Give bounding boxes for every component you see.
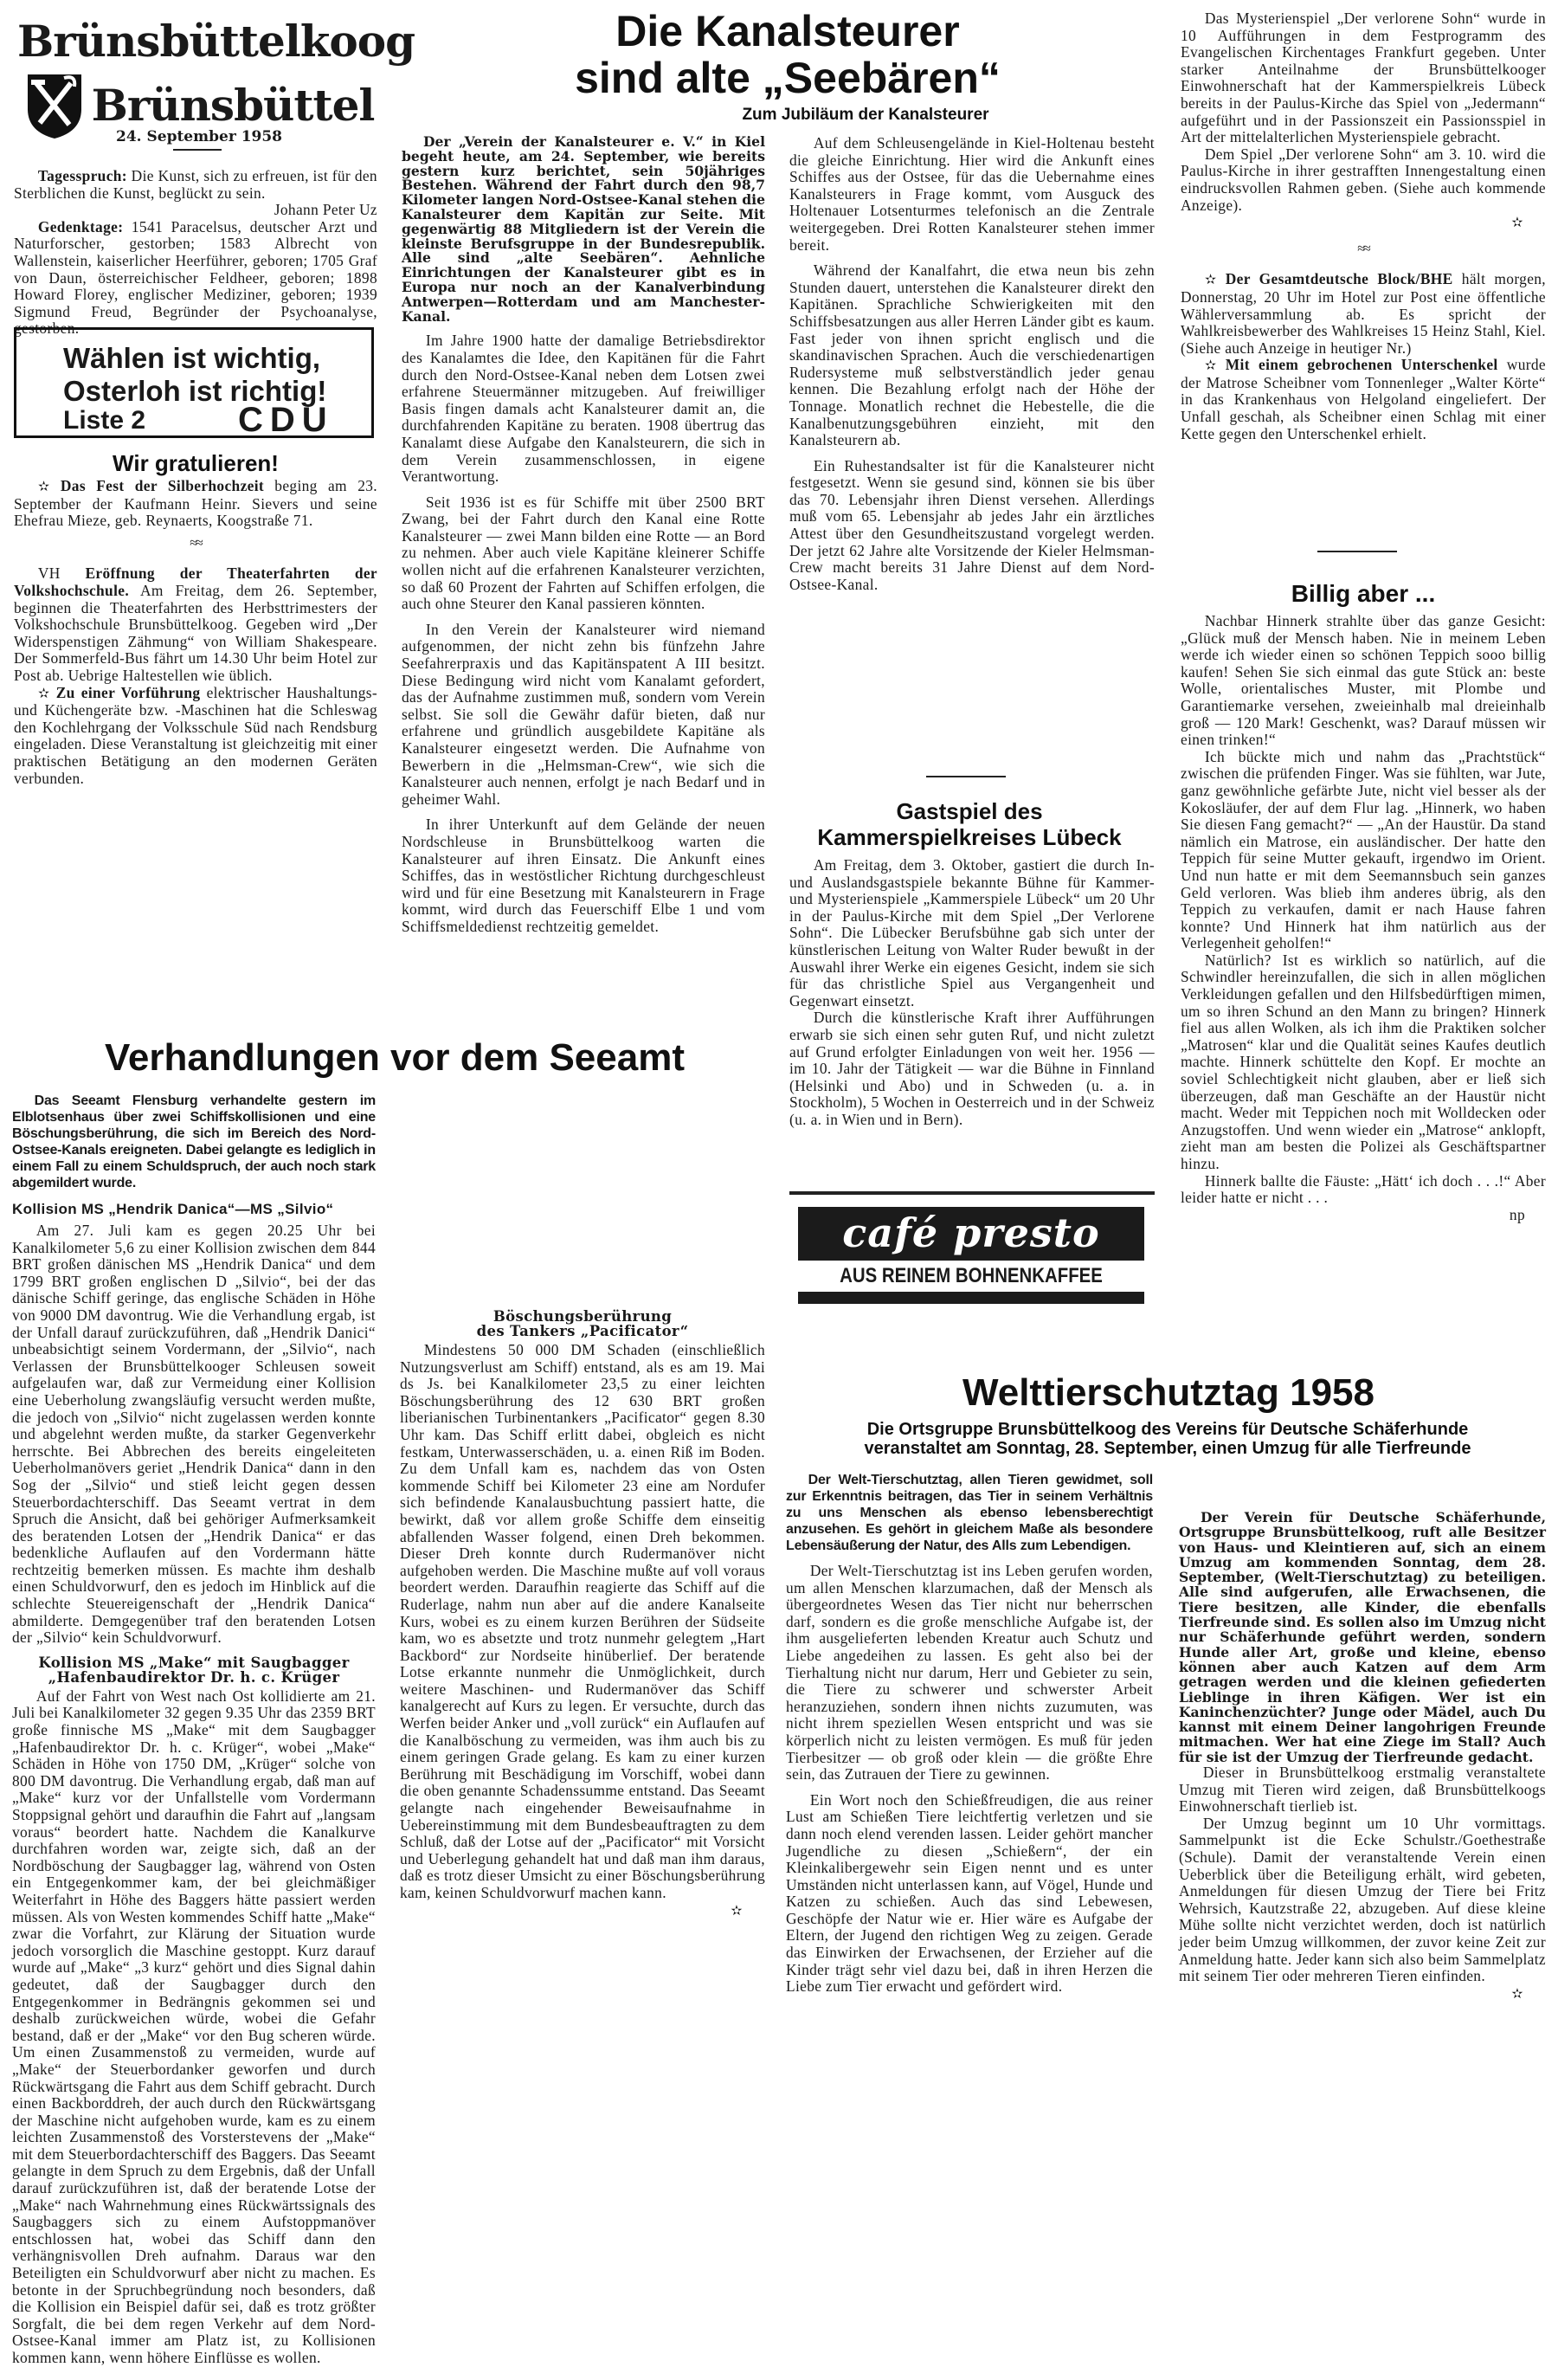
gastspiel-para: Das Mysterienspiel „Der verlorene Sohn“ wurde in 10 Aufführungen in dem Festprogramm des Evangelischen Kirchentages Frankfurt gegeben. Unter starker Anteilnahme der Brunsbüttelkooger Einwohnerschaft hat der Kammerspielkreis Lübeck bereits in der Paulus-Kirche das Spiel von „Jedermann“ aufgeführt und in der Passionszeit ein Passionsspiel in Art der mittelalterlichen Mysterienspiele gebracht. <box>1181 10 1546 146</box>
kanal-para: In ihrer Unterkunft auf dem Gelände der neuen Nordschleuse in Brunsbüttelkoog warten die Kanalsteurer auf ihren Einsatz. Die Ankunft eines Schiffes, das in westöstlicher Richtung durchgeschleust wird und für eine Besetzung mit Kanalsteurern in Frage kommt, wird durch das Feuerschiff Elbe 1 und vom Schiffsmeldedienst rechtzeitig gemeldet. <box>402 816 765 935</box>
gedenktage: Gedenktage: 1541 Paracelsus, deutscher Arzt und Naturforscher, gestorben; 1583 Albrecht von Wallenstein, kaiserlicher Heerführer, geboren; 1705 Graf von Daun, österreichischer Feldheer, geboren; 1898 Howard Florey, englischer Mediziner, geboren; 1939 Sigmund Freud, Begründer der Psychoanalyse, gestorben. <box>14 217 377 338</box>
billig-para: Ich bückte mich und nahm das „Prachtstück“ zwischen die prüfenden Finger. Was sie fühlten, war Jute, ganz gewöhnliche gefärbte Jute, nicht viel besser als der Kokosläufer, der auf dem Flur lag. „Hinnerk, wo haben Sie diesen Fang gemacht?“ — „An der Haustür. Da stand nämlich ein Matrose, ein ausländischer. Der hatte den Teppich für seine Mutter gekauft, irgendwo im Orient. Und nun hatte er mit dem Seemannsbuch sein ganzes Geld verloren. Was blieb ihm anderes übrig, als den Teppich zu verkaufen, damit er nach Hause fahren konnte? Und Hinnerk hat ihm natürlich aus der Verlegenheit geholfen!“ <box>1181 747 1546 952</box>
cdu-ad-line1: Wählen ist wichtig, <box>63 342 321 374</box>
divider <box>926 776 1006 777</box>
star-icon: ✫ <box>1511 1986 1523 2002</box>
kanal-title-1: Die Kanalsteurer <box>615 7 960 55</box>
star-icon: ✫ <box>37 686 50 701</box>
seeamt-subhead-3a: Böschungsberührung <box>493 1308 673 1325</box>
star-icon: ✫ <box>37 480 50 494</box>
tierschutz-appeal: Der Verein für Deutsche Schäferhunde, Ortsgruppe Brunsbüttelkoog, ruft alle Besitzer von Haus- und Kleintieren auf, sich an einem Umzug am kommenden Sonntag, dem 28. September, (Welt-Tierschutztag) zu beteiligen. Alle sind aufgerufen, alle Erwachsenen, die Tiere besitzen, alle Kinder, die ebenfalls Tierfreunde sind. Es sollen also im Umzug nicht nur Schäferhunde geführt werden, sondern Hunde aller Art, große und kleine, ebenso können aber auch Katzen auf dem Arm getragen werden und die kleinen gefiederten Lieblinge in ihren Käfigen. Wer ist ein Kaninchenzüchter? Junge oder Mädel, auch Du kannst mit einem Deiner langohrigen Freunde mitmachen. Wer hat eine Ziege im Stall? Auch für sie ist der Umzug der Tierfreunde gedacht. <box>1179 1509 1546 1765</box>
vh-notice: VH Eröffnung der Theaterfahrten der Volkshochschule. Am Freitag, dem 26. September, beginnen die Theaterfahrten des Herbsttrimesters der Volkshochschule Brunsbüttelkoog. Gegeben wird „Der Widerspenstigen Zähmung“ von William Shakespeare. Der Sommerfeld-Bus fährt um 14.30 Uhr beim Hotel zur Post ab. Uebrige Haltestellen wie üblich. <box>14 564 377 684</box>
gastspiel-para: Durch die künstlerische Kraft ihrer Aufführungen erwarb sie sich einen sehr guten Ruf, und nicht zuletzt auf Grund erfolgter Einladungen von weit her. 1956 — im 10. Jahr der Tätigkeit — war die Bühne in Finnland (Helsinki und Abo) und in Schweden (u. a. in Stockholm), 5 Wochen in Oesterreich und in der Schweiz (u. a. in Wien und in Bern). <box>789 1009 1155 1128</box>
tierschutz-title: Welttierschutztag 1958 <box>962 1371 1375 1414</box>
kanal-subtitle: Zum Jubiläum der Kanalsteurer <box>742 106 989 124</box>
kanal-para: Während der Kanalfahrt, die etwa neun bis zehn Stunden dauert, unterstehen die Kanalsteurer direkt den Kapitänen. Sprachliche Schwierigkeiten mit den Schiffsbesatzungen aus aller Herren Länder gibt es kaum. Fast jeder von ihnen spricht englisch und die skandinavischen Sprachen. Auch die verschiedenartigen Rudersysteme muß selbstverständlich jeder genau kennen. Die Bezahlung erfolgt nach der Höhe der Tonnage. Monatlich rechnet die Hebestelle, die die Kanalbenutzungsgebühren einzieht, mit den Kanalsteurern ab. <box>789 261 1155 449</box>
seeamt-title: Verhandlungen vor dem Seeamt <box>105 1036 685 1079</box>
seeamt-para: Auf der Fahrt von West nach Ost kollidierte am 21. Juli bei Kanalkilometer 32 gegen 9.35 Uhr das 2359 BRT große finnische MS „Make“ mit dem Saugbagger „Hafenbaudirektor Dr. h. c. Krüger“, wobei „Make“ Schäden in Höhe von 1750 DM, „Krüger“ solche von 800 DM davontrug. Die Verhandlung ergab, daß man auf „Make“ kurz vor der Unfallstelle vom Vordermann Stoppsignal gehört und daraufhin die Fahrt auf „langsam voraus“ beordert hatte. Nachdem die Kanalkurve durchfahren worden war, zeigte sich, daß an der Nordböschung der Saugbagger lag, während von Osten ein Entgegenkommer kam, der bei gleichmäßiger Weiterfahrt in Höhe des Baggers hätte passiert werden müssen. Als von Westen kommendes Schiff hatte „Make“ zwar die Vorfahrt, zur Klärung der Situation wurde jedoch vorsorglich die Maschine gestoppt. Kurz darauf wurde auf „Make“ „3 kurz“ gehört und dies Signal dahin gedeutet, daß der Saugbagger durch den Entgegenkommer in Bedrängnis gekommen sei und deshalb zurückweichen würde, wobei die Gefahr bestand, daß er der „Make“ vor den Bug scheren würde. Um einen Zusammenstoß zu vermeiden, wurde auf „Make“ der Steuerbordanker geworfen und durch Rückwärtsgang die Fahrt aus dem Schiff gebracht. Durch einen Backborddreh, der auch durch den Rückwärtsgang der Maschine nicht aufgehoben wurde, kam es zu einem leichten Zusammenstoß des Vorsterstevens der „Make“ mit dem Steuerbordachterschiff des Baggers. Das Seeamt gelangte in dem Spruch zu dem Ergebnis, daß der Unfall darauf zurückzuführen ist, daß der beratende Lotse der „Make“ nach Wahrnehmung eines Rückwärtssignals des Saugbaggers sich zu einem Aufstoppmanöver entschlossen hat, wobei das Schiff dann den verhängnisvollen Dreh aufnahm. Daraus war den Beteiligten ein Schuldvorwurf aber nicht zu machen. Es betonte in der Spruchbegründung noch besonders, daß die Kollision ein Beispiel dafür sei, daß es trotz größter Sorgfalt, die bei dem regen Verkehr auf dem Nord-Ostsee-Kanal immer am Platz ist, zu Kollisionen kommen kann, wenn höhere Einflüsse es wollen. <box>12 1687 376 2366</box>
kanal-col-b <box>789 135 1155 593</box>
tierschutz-subtitle-1: Die Ortsgruppe Brunsbüttelkoog des Vereins für Deutsche Schäferhunde <box>866 1420 1469 1439</box>
masthead <box>17 16 415 189</box>
gratulieren-title: Wir gratulieren! <box>113 450 279 476</box>
kanal-col-a <box>402 133 765 935</box>
unterschenkel-notice: ✫ Mit einem gebrochenen Unterschenkel wurde der Matrose Scheibner vom Tonnenleger „Walter Körte“ in das Krankenhaus von Helgoland eingeliefert. Der Unfall geschah, als Scheibner einen Schlag mit einer Kette gegen den Unterschenkel erhielt. <box>1181 356 1546 442</box>
kanal-para: Seit 1936 ist es für Schiffe mit über 2500 BRT Zwang, bei der Fahrt durch den Kanal eine Rotte Kanalsteurer — zwei Mann bilden eine Rotte — an Bord zu nehmen. Aber auch viele Kapitäne kleinerer Schiffe wollen nicht auf die erfahrenen Kanalsteurer verzichten, so daß 60 Prozent der Fahrten auf Schiffen erfolgen, die auch ohne Steurer den Kanal passieren könnten. <box>402 493 765 613</box>
kanal-para: Auf dem Schleusengelände in Kiel-Holtenau besteht die gleiche Einrichtung. Hier wird die Ankunft eines Schiffes aus der Ostsee, für das die Uebernahme eines Kanalsteurers in Frage kommt, vom Ausguck des Holtenauer Lotsenturmes telefonisch an die Zentrale weitergegeben. Drei Rotten Kanalsteurer stehen immer bereit. <box>789 134 1155 254</box>
divider <box>789 1191 1155 1195</box>
cdu-advertisement <box>14 327 374 438</box>
billig-para: Hinnerk ballte die Fäuste: „Hätt‘ ich doch . . .!“ Aber leider hatte er nicht . . . <box>1181 1171 1546 1207</box>
column-1-notices <box>14 478 377 787</box>
kanal-title-2: sind alte „Seebären“ <box>575 54 1001 102</box>
tierschutz-para: Dieser in Brunsbüttelkoog erstmalig veranstaltete Umzug mit Tieren wird zeigen, daß Brunsbüttelkoogs Einwohnerschaft tierlieb ist. <box>1179 1764 1546 1816</box>
kanal-para: Im Jahre 1900 hatte der damalige Betriebsdirektor des Kanalamtes die Idee, den Kapitänen für die Fahrt durch den Nord-Ostsee-Kanal neben dem Lotsen zwei erfahrene Steuermänner mitzugeben. Auf freiwilliger Basis fingen damals acht Kanalsteurer damit an, die durchfahrenden Kapitäne zu beraten. 1908 übertrug das Kanalamt diese Aufgabe den Kanalsteurern, die sich in dem Verein zusammenschlossen, in eigene Verantwortung. <box>402 332 765 486</box>
tierschutz-para: Der Umzug beginnt um 10 Uhr vormittags. Sammelpunkt ist die Ecke Schulstr./Goethestraße (Schule). Damit der veranstaltende Verein einen Ueberblick über die Beteiligung erhält, wird gebeten, Anmeldungen für diesen Umzug der Tiere bei Fritz Wehrsich, Kautzstraße 22, abzugeben. Auf diese kleine Mühe sollte nicht verzichtet werden, doch ist natürlich jeder beim Umzug willkommen, der zuvor keine Zeit zur Anmeldung hatte. Jeder kann sich also beim Sammelplatz mit seinem Tier oder mehreren Tieren einfinden. <box>1179 1814 1546 1985</box>
kanal-lead: Der „Verein der Kanalsteurer e. V.“ in Kiel begeht heute, am 24. September, wie bereits gestern kurz berichtet, sein 50jähriges Bestehen. Während der Fahrt durch den 98,7 Kilometer langen Nord-Ostsee-Kanal stehen die Kanalsteurer dem Kapitän zur Seite. Mit gegenwärtig 88 Mitgliedern ist der Verein die kleinste Berufsgruppe in der Bundesrepublik. Alle sind „alte Seebären“. Aehnliche Einrichtungen der Kanalsteurer gibt es in Europa nur noch an der Kanalverbindung Antwerpen—Rotterdam und am Manchester-Kanal. <box>402 133 765 325</box>
gastspiel-para: Dem Spiel „Der verlorene Sohn“ am 3. 10. wird die Paulus-Kirche in ihrer gestrafften Innengestaltung einen eindrucksvollen Rahmen geben. (Siehe auch kommende Anzeige). <box>1181 145 1546 214</box>
tierschutz-para: Der Welt-Tierschutztag ist ins Leben gerufen worden, um allen Menschen klarzumachen, daß der Mensch als übergeordnetes Wesen das Tier nicht nur beherrschen darf, sondern es die große menschliche Aufgabe ist, der ihm ausgelieferten lebenden Kreatur auch Schutz und Liebe angedeihen zu lassen. Es geht also bei der Tierhaltung nicht nur darum, Herr und Gebieter zu sein, die Tiere zu schwerer und schwerster Arbeit heranzuziehen, sondern ihnen nichts zuzumuten, was nicht ihrem speziellen Wesen entspricht und was sie körperlich nicht zu leisten vermögen. Es muß für jeden Tierbesitzer — ob groß oder klein — die größte Ehre sein, das Zutrauen der Tiere zu gewinnen. <box>786 1562 1153 1783</box>
divider <box>173 149 222 151</box>
cafe-ad-bar <box>798 1292 1144 1304</box>
bhe-notice: ✫ Der Gesamtdeutsche Block/BHE hält morgen, Donnerstag, 20 Uhr im Hotel zur Post eine öffentliche Wählerversammlung ab. Es spricht der Wahlkreisbewerber des Wahlkreises 15 Heinz Stahl, Kiel. (Siehe auch Anzeige in heutiger Nr.) <box>1181 270 1547 357</box>
cdu-ad-liste: Liste 2 <box>63 406 146 435</box>
seeamt-para: Am 27. Juli kam es gegen 20.25 Uhr bei Kanalkilometer 5,6 zu einer Kollision zwischen dem 844 BRT großen dänischen MS „Hendrik Danica“ und dem 1799 BRT großen englischen D „Silvio“, bei der das dänische Schiff geringe, das englische Schäden in Höhe von 9000 DM davontrug. Wie die Verhandlung ergab, ist der Unfall darauf zurückzuführen, daß „Hendrik Danici“ unbeabsichtigt seinem Vordermann, der „Silvio“, nach Verlassen der Brunsbüttelkooger Schleusen soweit aufgelaufen war, daß zur Vermeidung einer Kollision eine Ueberholung zwangsläufig versucht werden mußte, die jedoch von „Silvio“ nicht zugelassen werden konnte und abgelehnt werden mußte, da starker Gegenverkehr herrschte. Bei Abbrechen des bereits eingeleiteten Ueberholmanövers geriet „Hendrik Danica“ dann in den Sog der „Silvio“ und stieß leicht gegen dessen Steuerbordachterschiff. Das Seeamt vertrat in dem Spruch die Ansicht, daß bei gehöriger Aufmerksamkeit des beratenden Lotsen der „Hendrik Danica“ er das bedenkliche Auflaufen auf den Vordermann hätte rechtzeitig bemerken müssen. Es machte ihm deshalb einen Schuldvorwurf, den es jedoch im Hinblick auf die schlechte Steuereigenschaft der „Hendrik Danica“ abmilderte. Demgegenüber traf den beratenden Lotsen der „Silvio“ kein Schuldvorwurf. <box>12 1222 376 1647</box>
billig-title: Billig aber ... <box>1291 580 1436 607</box>
star-icon: ✫ <box>1204 358 1217 374</box>
seeamt-col-b <box>400 1093 765 1919</box>
seeamt-subhead-3b: des Tankers „Pacificator“ <box>476 1323 689 1339</box>
billig-para: Natürlich? Ist es wirklich so natürlich, auf die Schwindler hereinzufallen, die sich in allen möglichen Verkleidungen gefallen und den Hilfsbedürftigen mimen, um so ihren Schund an den Mann zu bringen? Hinnerk fiel aus allen Wolken, als ich ihm die Praktiken solcher „Matrosen“ klar und die Qualität seines Kaufes deutlich machte. Hinnerk schüttelte den Kopf. Er mochte an soviel Schlechtigkeit nicht glauben, aber er ließ sich überzeugen, daß man Geschäfte an der Haustür nicht macht. Weder mit Teppichen noch mit Wolldecken oder Anzugstoffen. Und wenn wieder ein „Matrose“ anklopft, zieht man am besten die Polizei als Geschäftspartner hinzu. <box>1181 951 1546 1172</box>
billig-para: Nachbar Hinnerk strahlte über das ganze Gesicht: „Glück muß der Mensch haben. Nie in meinem Leben werde ich wieder einen so schönen Teppich sooo billig kaufen! Sehen Sie sich einmal das gute Stück an: beste Wolle, orientalisches Muster, mit Plombe und Garantiemarke versehen, zweieinhalb mal dreieinhalb groß — 120 Mark! Geschenkt, was? Darauf müssen wir einen trinken!“ <box>1181 612 1546 749</box>
masthead-line1: Brünsbüttelkoog <box>17 16 415 67</box>
kanal-para: Ein Ruhestandsalter ist für die Kanalsteurer nicht festgesetzt. Wenn sie gesund sind, können sie bis über das 70. Lebensjahr ihren Dienst versehen. Allerdings muß vom 65. Lebensjahr ab jedes Jahr ein ärztliches Attest über den Gesundheitszustand vorgelegt werden. Der jetzt 62 Jahre alte Vorsitzende der Kieler Helmsman-Crew macht bereits 31 Jahre Dienst auf dem Nord-Ostsee-Kanal. <box>789 456 1155 593</box>
star-icon: ✫ <box>731 1903 743 1919</box>
tierschutz-subtitle-2: veranstaltet am Sonntag, 28. September, einen Umzug für alle Tierfreunde <box>864 1439 1471 1458</box>
gedenktage-label: Gedenktage: <box>37 217 124 235</box>
tagesspruch-label: Tagesspruch: <box>37 167 127 184</box>
gastspiel-para: Am Freitag, dem 3. Oktober, gastiert die durch In- und Auslandsgastspiele bekannte Bühne für Kammer- und Mysterienspiele „Kammerspiele Lübeck“ um 20 Uhr in der Paulus-Kirche mit dem Spiel „Der Verlorene Sohn“. Die Lübecker Berufsbühne gab sich unter der künstlerischen Leitung von Walter Ruder bewußt in der Auswahl ihrer Werke ein eigenes Gesicht, indem sie sich für das christliche Spiel aus Vergangenheit und Gegenwart einsetzt. <box>789 856 1155 1009</box>
tierschutz-col-b <box>1179 1472 1546 2003</box>
seeamt-col-a <box>12 1093 376 2367</box>
column-1-top <box>14 168 377 338</box>
cdu-ad-line2: Osterloh ist richtig! <box>63 375 327 407</box>
seeamt-lead: Das Seeamt Flensburg verhandelte gestern im Elblotsenhaus über zwei Schiffskollisionen und eine Böschungsberührung, die sich im Bereich des Nord-Ostsee-Kanals ereigneten. Dabei gelangte es lediglich in einem Fall zu einem Schuldspruch, der auch noch stark abgemildert wurde. <box>12 1093 376 1190</box>
tagesspruch: Tagesspruch: Die Kunst, sich zu erfreuen, ist für den Sterblichen die Kunst, beglückt zu sein. Johann Peter Uz <box>14 167 377 219</box>
billig-body <box>1181 613 1546 1223</box>
seeamt-subhead-2: Kollision MS „Make“ mit Saugbagger „Hafenbaudirektor Dr. h. c. Krüger <box>38 1654 350 1686</box>
divider <box>1317 551 1397 552</box>
cafe-ad-brand: café presto <box>798 1207 1144 1261</box>
cdu-ad-party: CDU <box>238 401 334 439</box>
tagesspruch-author: Johann Peter Uz <box>274 201 377 219</box>
gastspiel-title: Gastspiel des Kammerspielkreises Lübeck <box>817 798 1122 850</box>
cafe-ad-tagline: AUS REINEM BOHNENKAFFEE <box>840 1264 1103 1287</box>
column-4-top <box>1181 10 1546 442</box>
silberhochzeit-notice: ✫ Das Fest der Silberhochzeit beging am 23. September der Kaufmann Heinr. Sievers und seine Ehefrau Mieze, geb. Reynaerts, Koogstraße 71. <box>14 477 377 530</box>
gastspiel-col-a <box>789 856 1155 1128</box>
seeamt-subhead-1: Kollision MS „Hendrik Danica“—MS „Silvio“ <box>12 1201 334 1217</box>
star-icon: ✫ <box>1204 273 1217 288</box>
billig-signature: np <box>1509 1205 1525 1223</box>
cafe-presto-advertisement <box>798 1207 1144 1314</box>
masthead-line2: Brünsbüttel <box>91 80 375 131</box>
star-icon: ✫ <box>1511 216 1523 231</box>
tierschutz-col-a <box>786 1472 1153 1996</box>
vorfuehrung-notice: ✫ Zu einer Vorführung elektrischer Haushaltungs- und Küchengeräte bzw. -Maschinen hat die Schleswag den Kochlehrgang der Volksschule Süd nach Rendsburg eingeladen. Diese Veranstaltung ist gleichzeitig mit einer praktischen Betätigung an den modernen Geräten verbunden. <box>14 683 377 787</box>
seeamt-para: Mindestens 50 000 DM Schaden (einschließlich Nutzungsverlust am Schiff) entstand, als es am 19. Mai ds Js. bei Kanalkilometer 23,5 zu einer leichten Böschungsberührung des 12 630 BRT großen liberianischen Turbinentankers „Pacificator“ gegen 8.30 Uhr kam. Das Schiff erlitt dabei, obgleich es nicht festkam, Unterwasserschäden, u. a. einen Riß im Boden. Zu dem Unfall kam es, nachdem das von Osten kommende Schiff bei Kilometer 23 eine am Nordufer sich befindende Kanalausbuchtung passiert hatte, die bewirkt, daß vor allem große Schiffe dem einseitig abfallenden Wasser folgend, einen Dreh bekommen. Dieser Dreh konnte durch Rudermanöver nicht aufgehoben werden. Die Maschine mußte auf voll voraus beordert werden. Daraufhin reagierte das Schiff auf die Ruderlage, nahm nun aber auf die andere Kanalseite Kurs, wobei es zu einem kurzen Berühren der Südseite kam, wo es absetzte und trotz nunmehr gelegtem „Hart Backbord“ zur Nordseite hinüberlief. Der beratende Lotse erkannte nunmehr die Unmöglichkeit, durch weitere Maschinen- und Rudermanöver das Schiff kanalgerecht auf Kurs zu legen. Er versuchte, durch das Werfen beider Anker und „voll zurück“ ein Auflaufen auf die Kanalböschung zu vermeiden, was ihm auch bis zu einem geringen Grade gelang. Es kam zu einer kurzen Berührung mit Beschädigung im Vorschiff, wobei dann die oben genannte Schadenssumme entstand. Das Seeamt gelangte nach eingehender Beweisaufnahme in Uebereinstimmung mit dem Bundesbeauftragten zu dem Schluß, daß der Lotse auf der „Pacificator“ mit Vorsicht und Ueberlegung gehandelt hat und daß man ihm daraus, daß es trotz dieser Umsicht zu einer Böschungsberührung kam, keinen Schuldvorwurf machen kann. <box>400 1341 765 1901</box>
wave-divider-icon: ≈≈ <box>190 535 202 551</box>
tierschutz-lead: Der Welt-Tierschutztag, allen Tieren gewidmet, soll zur Erkenntnis beitragen, das Tier in seinem Verhältnis zu uns Menschen als ebenso lebensberechtigt anzusehen. Es gehört in gleichem Maße als besondere Lebensäußerung der Natur, des Alls zum Lebendigen. <box>786 1473 1153 1553</box>
kanal-para: In den Verein der Kanalsteurer wird niemand aufgenommen, der nicht zehn bis fünfzehn Jahre Seefahrerpraxis und das Kapitänspatent A III besitzt. Diese Bedingung wird nicht vom Kanalamt gefordert, das der Aufnahme zustimmen muß, sondern vom Verein selbst. Sie soll die Gewähr dafür bieten, daß nur erfahrene und gründlich ausgebildete Kapitäne als Kanalsteurer eingesetzt werden. Die Aufnahme von Bewerbern in die „Helmsman-Crew“, wie sich die Kanalsteurer auch nennen, erfolgt je nach Bedarf und in geheimer Wahl. <box>402 620 765 808</box>
edition-date: 24. September 1958 <box>115 128 283 145</box>
wave-divider-icon: ≈≈ <box>1357 241 1369 256</box>
tierschutz-para: Ein Wort noch den Schießfreudigen, die aus reiner Lust am Schießen Tiere leichtfertig verletzen und sie dann noch elend verenden lassen. Leider gehört mancher Jugendliche zu diesen „Schießern“, der ein Kleinkalibergewehr sein Eigen nennt und es unter Umständen nicht unterlassen kann, auf Vögel, Hunde und Katzen zu schießen. Auch das sind Lebewesen, Geschöpfe der Natur wie er. Hier wäre es Aufgabe der Eltern, der Jugend den richtigen Weg zu zeigen. Gerade das Einwirken der Erwachsenen, der Erzieher auf die Kinder trägt sehr viel dazu bei, daß in ihren Herzen die Liebe zum Tier erwacht und gefördert wird. <box>786 1790 1153 1996</box>
